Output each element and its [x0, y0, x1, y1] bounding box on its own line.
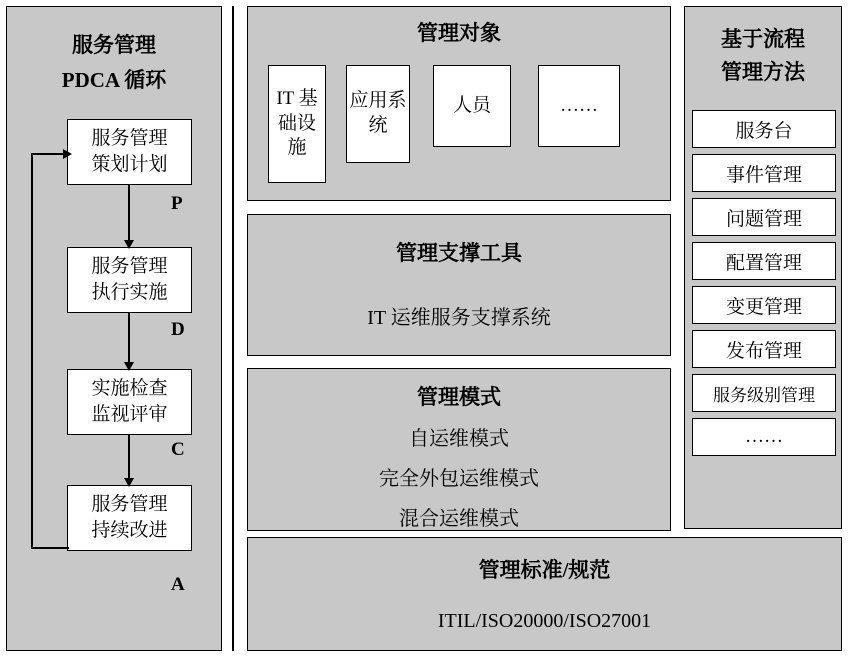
management-mode-line-2: 完全外包运维模式: [379, 468, 539, 490]
arrow-down-icon: [128, 185, 130, 241]
pdca-step-do-line2: 执行实施: [91, 282, 168, 303]
list-item-service-desk: 服务台: [692, 110, 836, 148]
pdca-step-act: [67, 485, 192, 551]
object-box-application-system-label: 应用系统: [349, 90, 407, 136]
management-standards-subtitle: ITIL/ISO20000/ISO27001: [437, 610, 652, 632]
list-item-ellipsis: ……: [692, 418, 836, 456]
management-objects-panel: [247, 6, 671, 201]
list-item-release-management: 发布管理: [692, 330, 836, 368]
process-list: [692, 110, 836, 462]
process-based-management-title-line2: 管理方法: [721, 59, 805, 84]
service-management-pdca-panel: [6, 6, 222, 651]
management-standards-title: 管理标准/规范: [478, 558, 611, 582]
list-item-incident-management: 事件管理: [692, 154, 836, 192]
arrow-down-icon: [128, 313, 130, 363]
pdca-letter-p: P: [171, 193, 183, 214]
pdca-step-plan: [67, 119, 192, 185]
object-box-application-system: [346, 65, 410, 163]
pdca-letter-c: C: [171, 439, 185, 460]
pdca-step-do: [67, 247, 192, 313]
process-based-management-title-line1: 基于流程: [721, 27, 805, 51]
management-objects-title: 管理对象: [417, 21, 501, 45]
process-based-management-title: [685, 23, 841, 88]
feedback-loop-segment-vertical: [31, 153, 33, 549]
pdca-step-plan-line1: 服务管理: [91, 128, 168, 150]
pdca-step-act-line2: 持续改进: [91, 520, 168, 541]
management-standards-panel: [247, 537, 842, 651]
pdca-letter-a: A: [171, 574, 185, 595]
list-item-change-management: 变更管理: [692, 286, 836, 324]
pdca-step-check: [67, 369, 192, 435]
column-divider: [232, 6, 234, 651]
pdca-letter-d: D: [171, 319, 185, 340]
object-box-personnel-label: 人员: [452, 94, 491, 116]
pdca-step-check-line2: 监视评审: [91, 404, 168, 425]
list-item-service-level-management: 服务级别管理: [692, 374, 836, 412]
object-box-it-infrastructure-label: IT 基础设施: [276, 87, 318, 159]
management-mode-title: 管理模式: [417, 385, 501, 409]
feedback-loop-arrow-icon: [31, 153, 63, 155]
object-box-ellipsis-label: ……: [560, 94, 598, 116]
object-box-it-infrastructure: [268, 65, 326, 183]
pdca-step-plan-line2: 策划计划: [91, 154, 168, 175]
list-item-problem-management: 问题管理: [692, 198, 836, 236]
management-support-tools-panel: [247, 214, 671, 356]
pdca-panel-title-line2: PDCA 循环: [61, 68, 167, 92]
pdca-panel-title-line1: 服务管理: [72, 33, 156, 57]
arrow-down-icon: [128, 435, 130, 479]
management-mode-panel: [247, 368, 671, 531]
management-mode-line-1: 自运维模式: [409, 428, 509, 450]
management-support-tools-title: 管理支撑工具: [396, 241, 522, 265]
pdca-step-check-line1: 实施检查: [91, 378, 168, 400]
management-mode-line-3: 混合运维模式: [399, 508, 519, 530]
pdca-step-act-line1: 服务管理: [91, 494, 168, 516]
process-based-management-panel: [684, 6, 842, 529]
pdca-step-do-line1: 服务管理: [91, 256, 168, 278]
object-box-personnel: [433, 65, 511, 147]
object-box-ellipsis: [538, 65, 620, 147]
list-item-configuration-management: 配置管理: [692, 242, 836, 280]
management-support-tools-subtitle: IT 运维服务支撑系统: [367, 307, 551, 329]
feedback-loop-segment-bottom: [31, 547, 69, 549]
